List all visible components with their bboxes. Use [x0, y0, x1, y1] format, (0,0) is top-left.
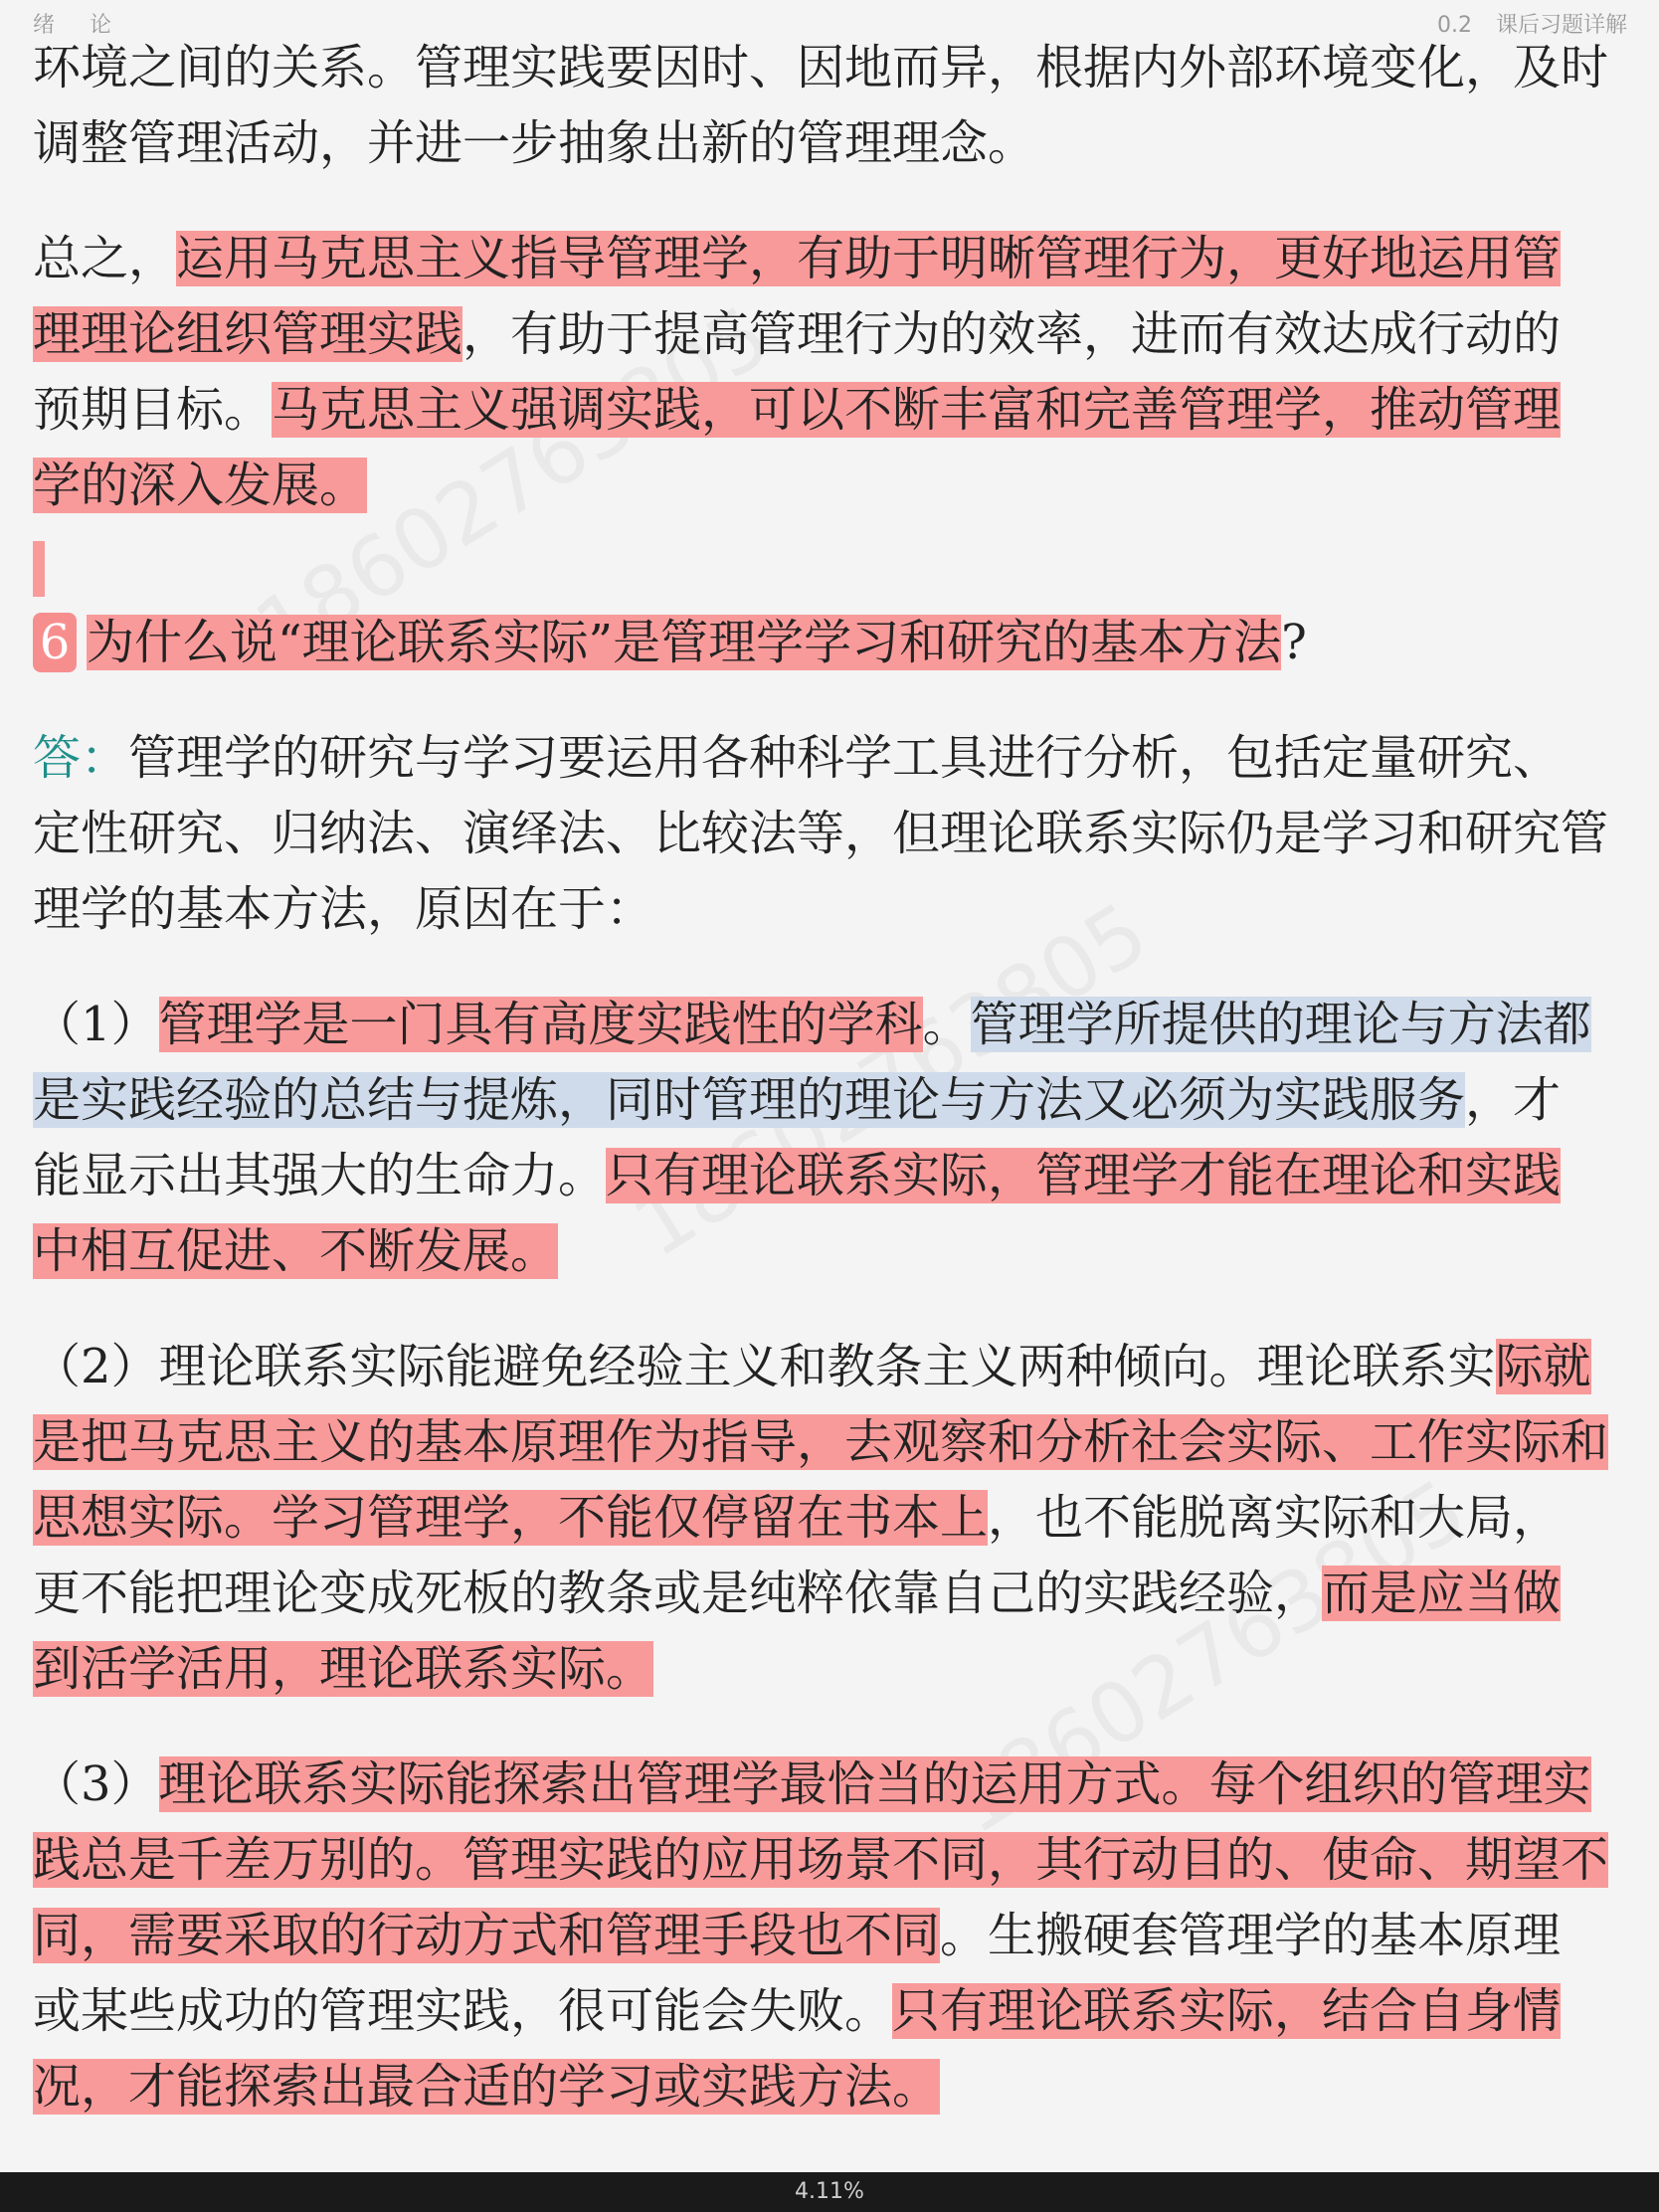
answer-intro: 答：管理学的研究与学习要运用各种科学工具进行分析，包括定量研究、定性研究、归纳法、演绎法、比较法等，但理论联系实际仍是学习和研究管理学的基本方法，原因在于： [33, 730, 1609, 937]
highlight[interactable]: 马克思主义强调实践，可以不断丰富和完善管理学，推动管理学的深入发展。 [33, 382, 1562, 513]
answer-label: 答： [33, 730, 129, 786]
highlight[interactable]: 运用马克思主义指导管理学，有助于明晰管理行为，更好地运用管理理论组织管理实践 [33, 231, 1562, 362]
selection-handle[interactable] [33, 541, 45, 597]
highlight[interactable]: 而是应当做到活学活用，理论联系实际。 [33, 1566, 1562, 1697]
section-title: 课后习题详解 [1495, 13, 1627, 38]
page-content [33, 30, 1608, 2124]
paragraph: 总之，运用马克思主义指导管理学，有助于明晰管理行为，更好地运用管理理论组织管理实践，有助于提高管理行为的效率，进而有效达成行动的预期目标。马克思主义强调实践，可以不断丰富和完善管理学，推动管理学的深入发展。 [33, 231, 1562, 513]
highlight[interactable]: 为什么说“理论联系实际”是管理学学习和研究的基本方法 [87, 615, 1282, 670]
chapter-title: 绪 论 [33, 13, 125, 38]
highlight[interactable]: 只有理论联系实际，管理学才能在理论和实践中相互促进、不断发展。 [33, 1148, 1562, 1279]
section-number: 0.2 [1436, 13, 1472, 38]
highlight[interactable]: 管理学是一门具有高度实践性的学科 [158, 997, 923, 1052]
highlight[interactable]: 只有理论联系实际，结合自身情况，才能探索出最合适的学习或实践方法。 [33, 1983, 1562, 2115]
highlight[interactable]: 理论联系实际能探索出管理学最恰当的运用方式。每个组织的管理实践总是千差万别的。管理实践的应用场景不同，其行动目的、使命、期望不同，需要采取的行动方式和管理手段也不同 [33, 1756, 1609, 1963]
question-number-badge: 6 [33, 613, 77, 672]
reading-progress: 4.11% [795, 2179, 864, 2204]
reading-progress-bar [0, 2172, 1659, 2212]
point-1: （1）管理学是一门具有高度实践性的学科。管理学所提供的理论与方法都是实践经验的总结与提炼，同时管理的理论与方法又必须为实践服务，才能显示出其强大的生命力。只有理论联系实际，管理学才能在理论和实践中相互促进、不断发展。 [33, 997, 1591, 1279]
question: 6 为什么说“理论联系实际”是管理学学习和研究的基本方法? [33, 605, 1608, 680]
point-2: （2）理论联系实际能避免经验主义和教条主义两种倾向。理论联系实际就是把马克思主义的基本原理作为指导，去观察和分析社会实际、工作实际和思想实际。学习管理学，不能仅停留在书本上，也不能脱离实际和大局，更不能把理论变成死板的教条或是纯粹依靠自己的实践经验，而是应当做到活学活用，理论联系实际。 [33, 1339, 1609, 1697]
point-3: （3）理论联系实际能探索出管理学最恰当的运用方式。每个组织的管理实践总是千差万别的。管理实践的应用场景不同，其行动目的、使命、期望不同，需要采取的行动方式和管理手段也不同。生搬硬套管理学的基本原理或某些成功的管理实践，很可能会失败。只有理论联系实际，结合自身情况，才能探索出最合适的学习或实践方法。 [33, 1756, 1609, 2115]
highlight[interactable]: 际就是把马克思主义的基本原理作为指导，去观察和分析社会实际、工作实际和思想实际。学习管理学，不能仅停留在书本上 [33, 1339, 1609, 1546]
highlight-blue[interactable]: 管理学所提供的理论与方法都是实践经验的总结与提炼，同时管理的理论与方法又必须为实践服务 [33, 997, 1591, 1128]
paragraph: 环境之间的关系。管理实践要因时、因地而异，根据内外部环境变化，及时调整管理活动，并进一步抽象出新的管理理念。 [33, 40, 1609, 171]
